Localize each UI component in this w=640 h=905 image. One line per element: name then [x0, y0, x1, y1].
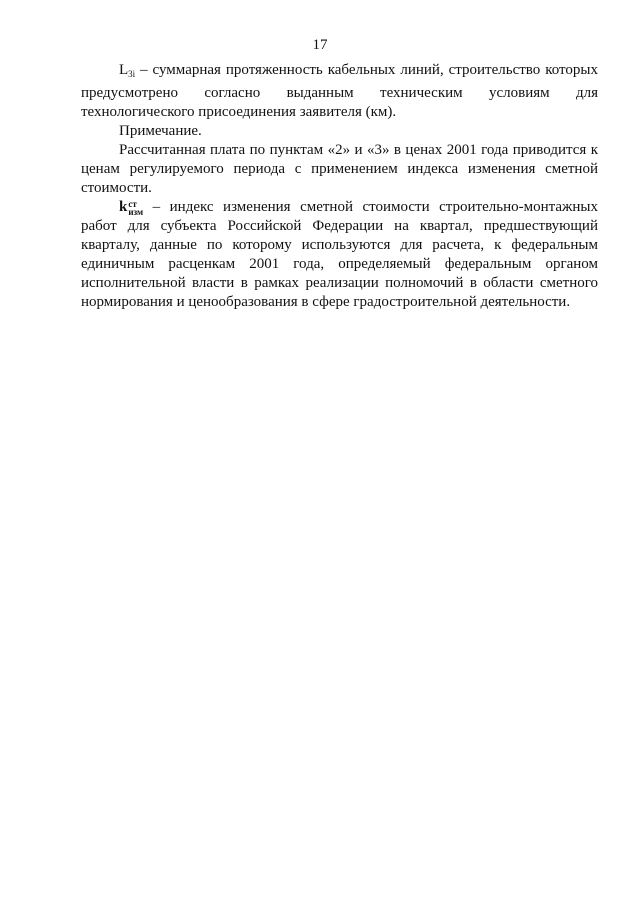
l3i-definition-text: – суммарная протяженность кабельных линий, строительство которых предусмотрено согласно выданным техническим условиям для технологического присоединения заявителя (км).: [81, 62, 598, 120]
paragraph-l3i-definition: [81, 61, 598, 122]
k-index-subscript: изм: [128, 207, 144, 217]
paragraph-k-definition: [81, 198, 598, 312]
document-body: [81, 61, 598, 312]
k-index-symbol: k: [119, 199, 128, 215]
l3i-symbol: L: [119, 62, 129, 78]
note-heading: Примечание.: [119, 123, 202, 139]
k-definition-text: – индекс изменения сметной стоимости строительно-монтажных работ для субъекта Российской Федерации на квартал, предшествующий кварталу, данные по которому используются для расчета, к федеральным единичным расценкам 2001 года, определяемый федеральным органом исполнительной власти в рамках реализации полномочий в области сметного нормирования и ценообразования в сфере градостроительной деятельности.: [81, 199, 598, 310]
page-number: 17: [312, 37, 328, 53]
k-index-superscript: ст: [128, 199, 137, 209]
k-index-supsub: [128, 200, 143, 216]
l3i-subscript: 3i: [128, 69, 136, 79]
paragraph-note-text: Рассчитанная плата по пунктам «2» и «3» в ценах 2001 года приводится к ценам регулируемого периода с применением индекса изменения сметной стоимости.: [81, 142, 598, 196]
